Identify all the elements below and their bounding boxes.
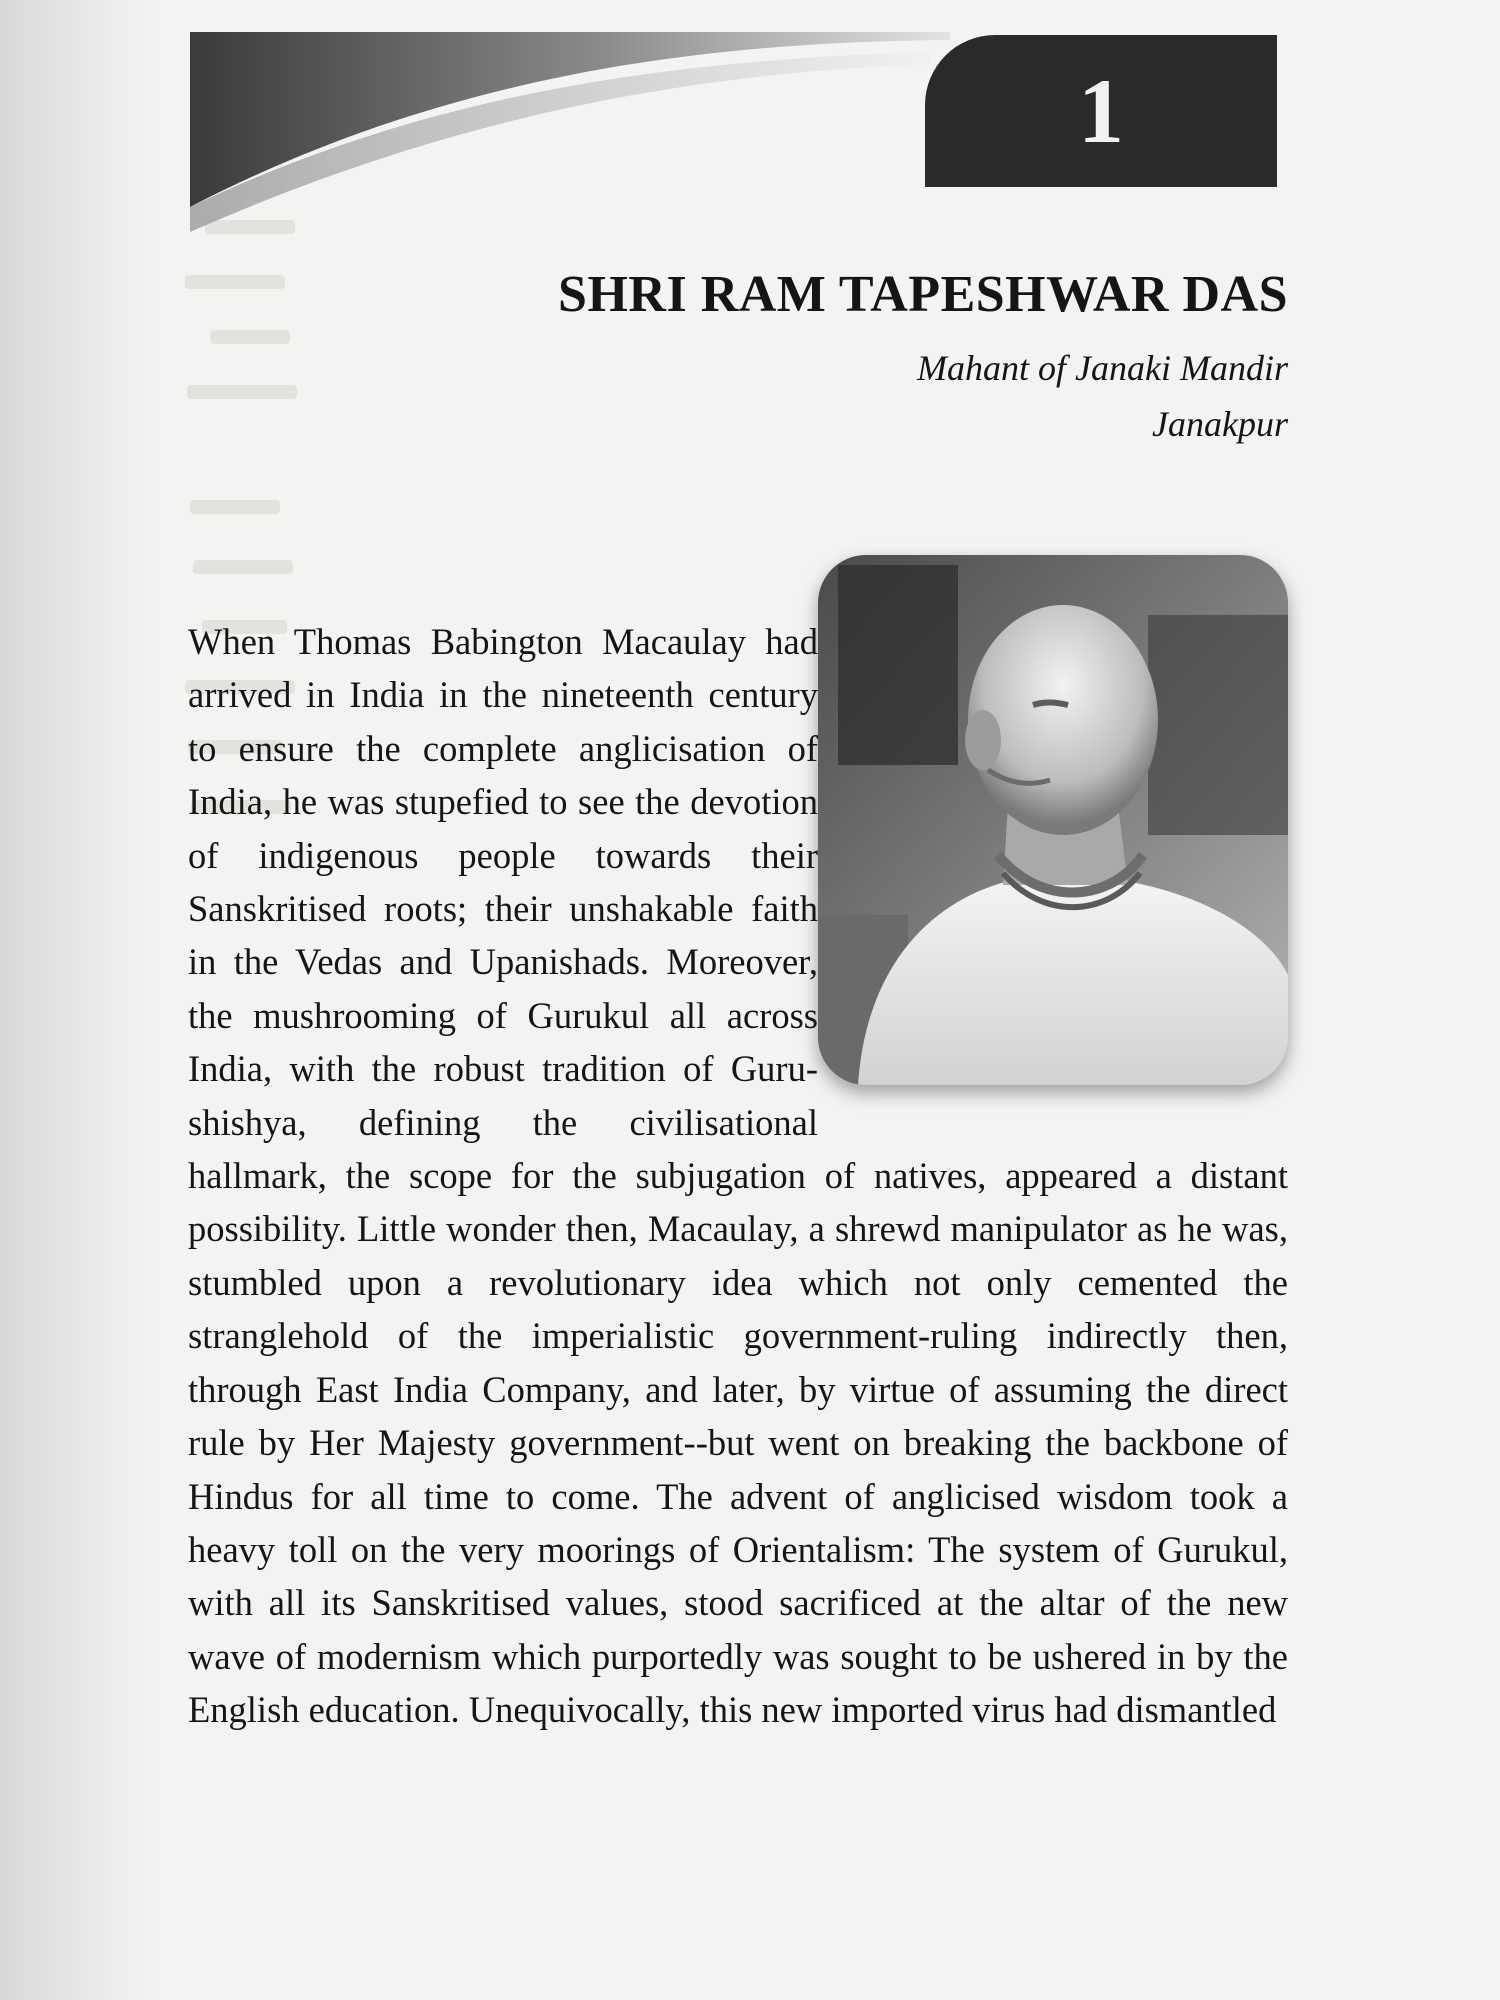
photo-wrap-spacer xyxy=(818,615,1288,1125)
subtitle-role: Mahant of Janaki Mandir xyxy=(917,348,1288,388)
body-paragraph: When Thomas Babington Macaulay had arrived in India in the nineteenth century to ensure the complete anglicisation of India, he was stupefied to see the devotion of indigenous people towards their Sanskritised roots; their unshakable faith in the Vedas and Upanishads. Moreover, the mushrooming of Gurukul all across India, with the robust tradition of Guru-shishya, defining the civilisational hallmark, the scope for the subjugation of natives, appeared a distant possibility. Little wonder then, Macaulay, a shrewd manipulator as he was, stumbled upon a revolutionary idea which not only cemented the stranglehold of the imperialistic government-ruling indirectly then, through East India Company, and later, by virtue of assuming the direct rule by Her Majesty government--but went on breaking the backbone of Hindus for all time to come. The advent of anglicised wisdom took a heavy toll on the very moorings of Orientalism: The system of Gurukul, with all its Sanskritised values, stood sacrificed at the altar of the new wave of modernism which purportedly was sought to be ushered in by the English education. Unequivocally, this new imported virus had dismantled xyxy=(188,621,1288,1731)
chapter-number: 1 xyxy=(1078,60,1124,162)
body-text xyxy=(188,615,1288,1737)
page-gutter-shadow xyxy=(0,0,158,2000)
chapter-title: SHRI RAM TAPESHWAR DAS xyxy=(558,266,1288,323)
subtitle-place: Janakpur xyxy=(1152,404,1288,444)
chapter-subtitle xyxy=(917,340,1288,452)
